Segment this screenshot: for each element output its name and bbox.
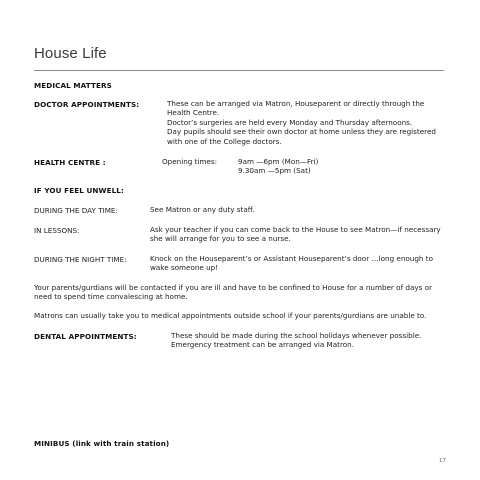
night-time-text — [150, 254, 450, 273]
medical-matters-heading: MEDICAL MATTERS — [34, 81, 112, 90]
text-line: Emergency treatment can be arranged via Matron. — [171, 340, 355, 350]
matrons-paragraph: Matrons can usually take you to medical appointments outside school if your parents/gurdians are unable to. — [34, 311, 427, 320]
dental-appointments-label: DENTAL APPOINTMENTS: — [34, 332, 137, 341]
doctor-appointments-label: DOCTOR APPOINTMENTS: — [34, 100, 140, 109]
minibus-heading: MINIBUS (link with train station) — [34, 439, 170, 448]
text-line: Day pupils should see their own doctor at home unless they are registered — [167, 127, 436, 137]
page-title: House Life — [34, 45, 107, 62]
health-centre-label: HEALTH CENTRE : — [34, 158, 106, 167]
text-line: she will arrange for you to see a nurse. — [150, 234, 291, 244]
text-line: Health Centre. — [167, 108, 220, 118]
opening-time-weekday: 9am —6pm (Mon—Fri) — [238, 157, 319, 166]
in-lessons-text — [150, 225, 450, 244]
opening-times-values — [238, 157, 318, 176]
opening-times-label: Opening times: — [162, 157, 218, 166]
text-line: Knock on the Houseparent’s or Assistant Houseparent’s door …long enough to — [150, 254, 433, 263]
text-line: These should be made during the school holidays whenever possible. — [171, 331, 422, 340]
day-time-text: See Matron or any duty staff. — [150, 205, 255, 214]
ill-paragraph — [34, 283, 454, 302]
night-time-label: DURING THE NIGHT TIME: — [34, 255, 127, 264]
text-line: Doctor’s surgeries are held every Monday and Thursday afternoons. — [167, 117, 413, 127]
unwell-heading: IF YOU FEEL UNWELL: — [34, 186, 124, 195]
text-line: need to spend time convalescing at home. — [34, 292, 188, 302]
text-line: wake someone up! — [150, 263, 219, 273]
opening-time-saturday: 9.30am —5pm (Sat) — [238, 166, 311, 176]
page-number: 17 — [439, 458, 446, 464]
doctor-appointments-text — [167, 99, 457, 146]
dental-appointments-text — [171, 331, 451, 350]
title-divider — [34, 70, 444, 71]
text-line: Your parents/gurdians will be contacted if you are ill and have to be confined to House for a number of days or — [34, 283, 432, 292]
day-time-label: DURING THE DAY TIME: — [34, 206, 118, 215]
text-line: Ask your teacher if you can come back to the House to see Matron—if necessary — [150, 225, 441, 234]
in-lessons-label: IN LESSONS: — [34, 226, 80, 235]
text-line: These can be arranged via Matron, Houseparent or directly through the — [167, 99, 425, 108]
text-line: with one of the College doctors. — [167, 136, 282, 146]
